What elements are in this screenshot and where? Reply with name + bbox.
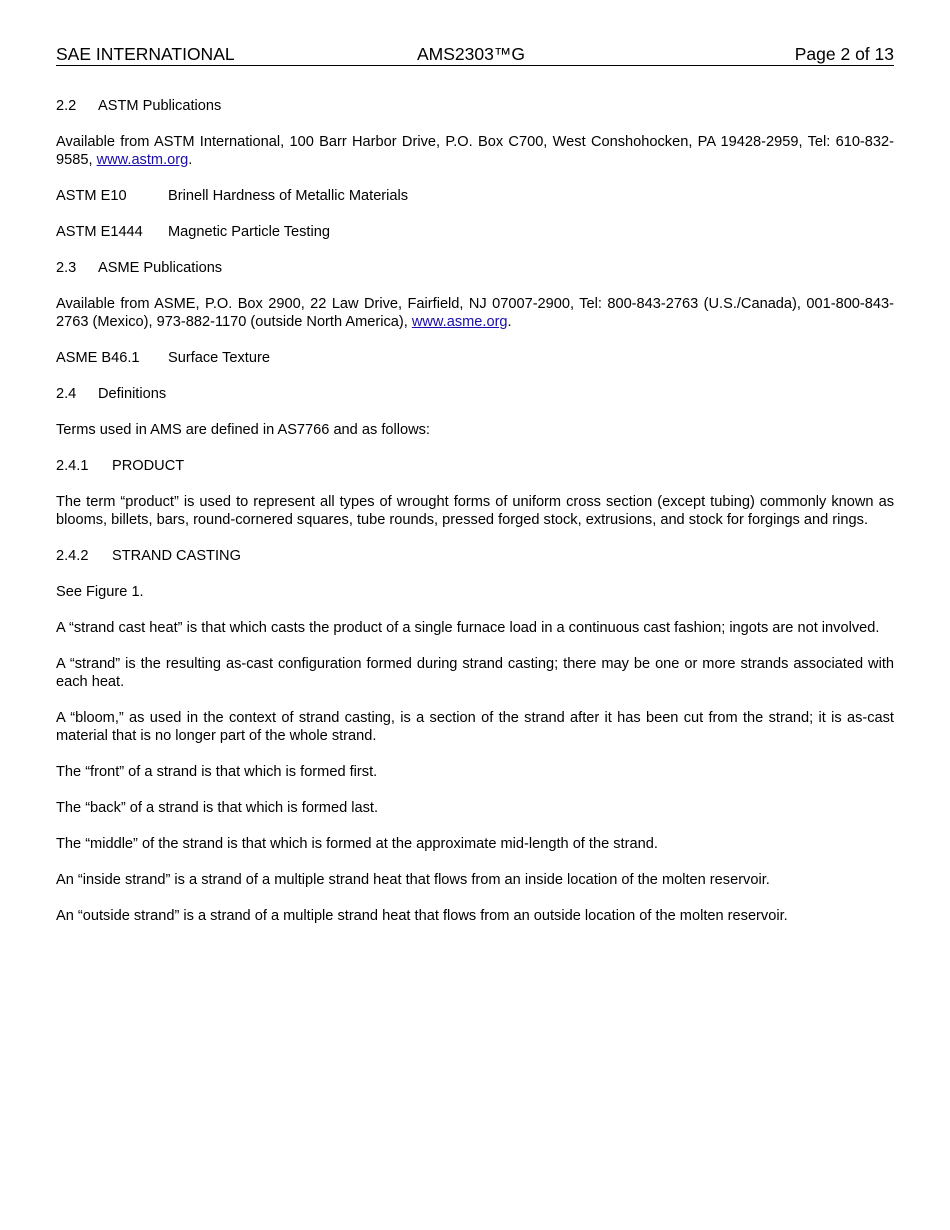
strand-paragraph: The “front” of a strand is that which is formed first.: [56, 764, 378, 780]
strand-paragraph: The “back” of a strand is that which is formed last.: [56, 800, 379, 816]
asme-website-link[interactable]: www.asme.org: [411, 314, 508, 330]
reference-title: Brinell Hardness of Metallic Materials: [168, 188, 409, 204]
strand-paragraph: The “middle” of the strand is that which is formed at the approximate mid-length of the strand.: [56, 836, 658, 852]
header-doc-id: AMS2303™G: [417, 44, 525, 64]
section-heading-2-4-1: [56, 457, 894, 475]
header-org: SAE INTERNATIONAL: [56, 44, 235, 64]
reference-title: Surface Texture: [168, 350, 270, 366]
asme-intro-paragraph: Available from ASME, P.O. Box 2900, 22 Law Drive, Fairfield, NJ 07007-2900, Tel: 800-843-2763 (U.S./Canada), 001-800-843-2763 (Mexico), 973-882-1170 (outside North America), www.asme.org.: [56, 296, 894, 330]
section-heading-2-2: [56, 97, 894, 115]
reference-code: ASTM E1444: [56, 224, 143, 240]
section-title: ASTM Publications: [98, 98, 222, 114]
section-title: Definitions: [98, 386, 167, 402]
header-page-number: Page 2 of 13: [794, 44, 894, 64]
section-number: 2.4: [56, 386, 77, 402]
reference-entry: [56, 187, 894, 205]
strand-paragraph: A “strand cast heat” is that which casts the product of a single furnace load in a continuous cast fashion; ingots are not involved.: [56, 620, 880, 636]
definitions-intro: Terms used in AMS are defined in AS7766 and as follows:: [56, 422, 430, 438]
section-number: 2.3: [56, 260, 77, 276]
document-body: [56, 97, 894, 943]
section-heading-2-3: [56, 259, 894, 277]
reference-code: ASTM E10: [56, 188, 127, 204]
strand-paragraph: An “outside strand” is a strand of a multiple strand heat that flows from an outside location of the molten reservoir.: [56, 908, 788, 924]
astm-website-link[interactable]: www.astm.org: [96, 152, 189, 168]
asme-intro-text: Available from ASME, P.O. Box 2900, 22 Law Drive, Fairfield, NJ 07007-2900, Tel: 800-843-2763 (U.S./Canada), 001-800-843-2763 (Mexico), 973-882-1170 (outside North America),: [56, 296, 894, 330]
strand-paragraph: See Figure 1.: [56, 584, 144, 600]
section-number: 2.4.2: [56, 548, 89, 564]
section-title: STRAND CASTING: [112, 548, 241, 564]
strand-paragraph: An “inside strand” is a strand of a multiple strand heat that flows from an inside location of the molten reservoir.: [56, 872, 770, 888]
astm-intro-paragraph: Available from ASTM International, 100 Barr Harbor Drive, P.O. Box C700, West Conshohocken, PA 19428-2959, Tel: 610-832-9585, www.astm.org.: [56, 134, 894, 168]
reference-title: Magnetic Particle Testing: [168, 224, 330, 240]
strand-paragraph: A “bloom,” as used in the context of strand casting, is a section of the strand after it has been cut from the strand; it is as-cast material that is no longer part of the whole strand.: [56, 710, 894, 744]
astm-intro-text: Available from ASTM International, 100 Barr Harbor Drive, P.O. Box C700, West Conshohocken, PA 19428-2959, Tel: 610-832-9585,: [56, 134, 894, 168]
product-definition: The term “product” is used to represent all types of wrought forms of uniform cross section (except tubing) commonly known as blooms, billets, bars, round-cornered squares, tube rounds, pressed forged stock, extrusions, and stock for forgings and rings.: [56, 494, 894, 528]
section-heading-2-4-2: [56, 547, 894, 565]
page-header: [56, 44, 894, 66]
section-title: ASME Publications: [98, 260, 223, 276]
reference-entry: [56, 223, 894, 241]
section-number: 2.2: [56, 98, 77, 114]
strand-paragraph: A “strand” is the resulting as-cast configuration formed during strand casting; there may be one or more strands associated with each heat.: [56, 656, 894, 690]
section-number: 2.4.1: [56, 458, 89, 474]
section-heading-2-4: [56, 385, 894, 403]
reference-code: ASME B46.1: [56, 350, 140, 366]
reference-entry: [56, 349, 894, 367]
section-title: PRODUCT: [112, 458, 185, 474]
